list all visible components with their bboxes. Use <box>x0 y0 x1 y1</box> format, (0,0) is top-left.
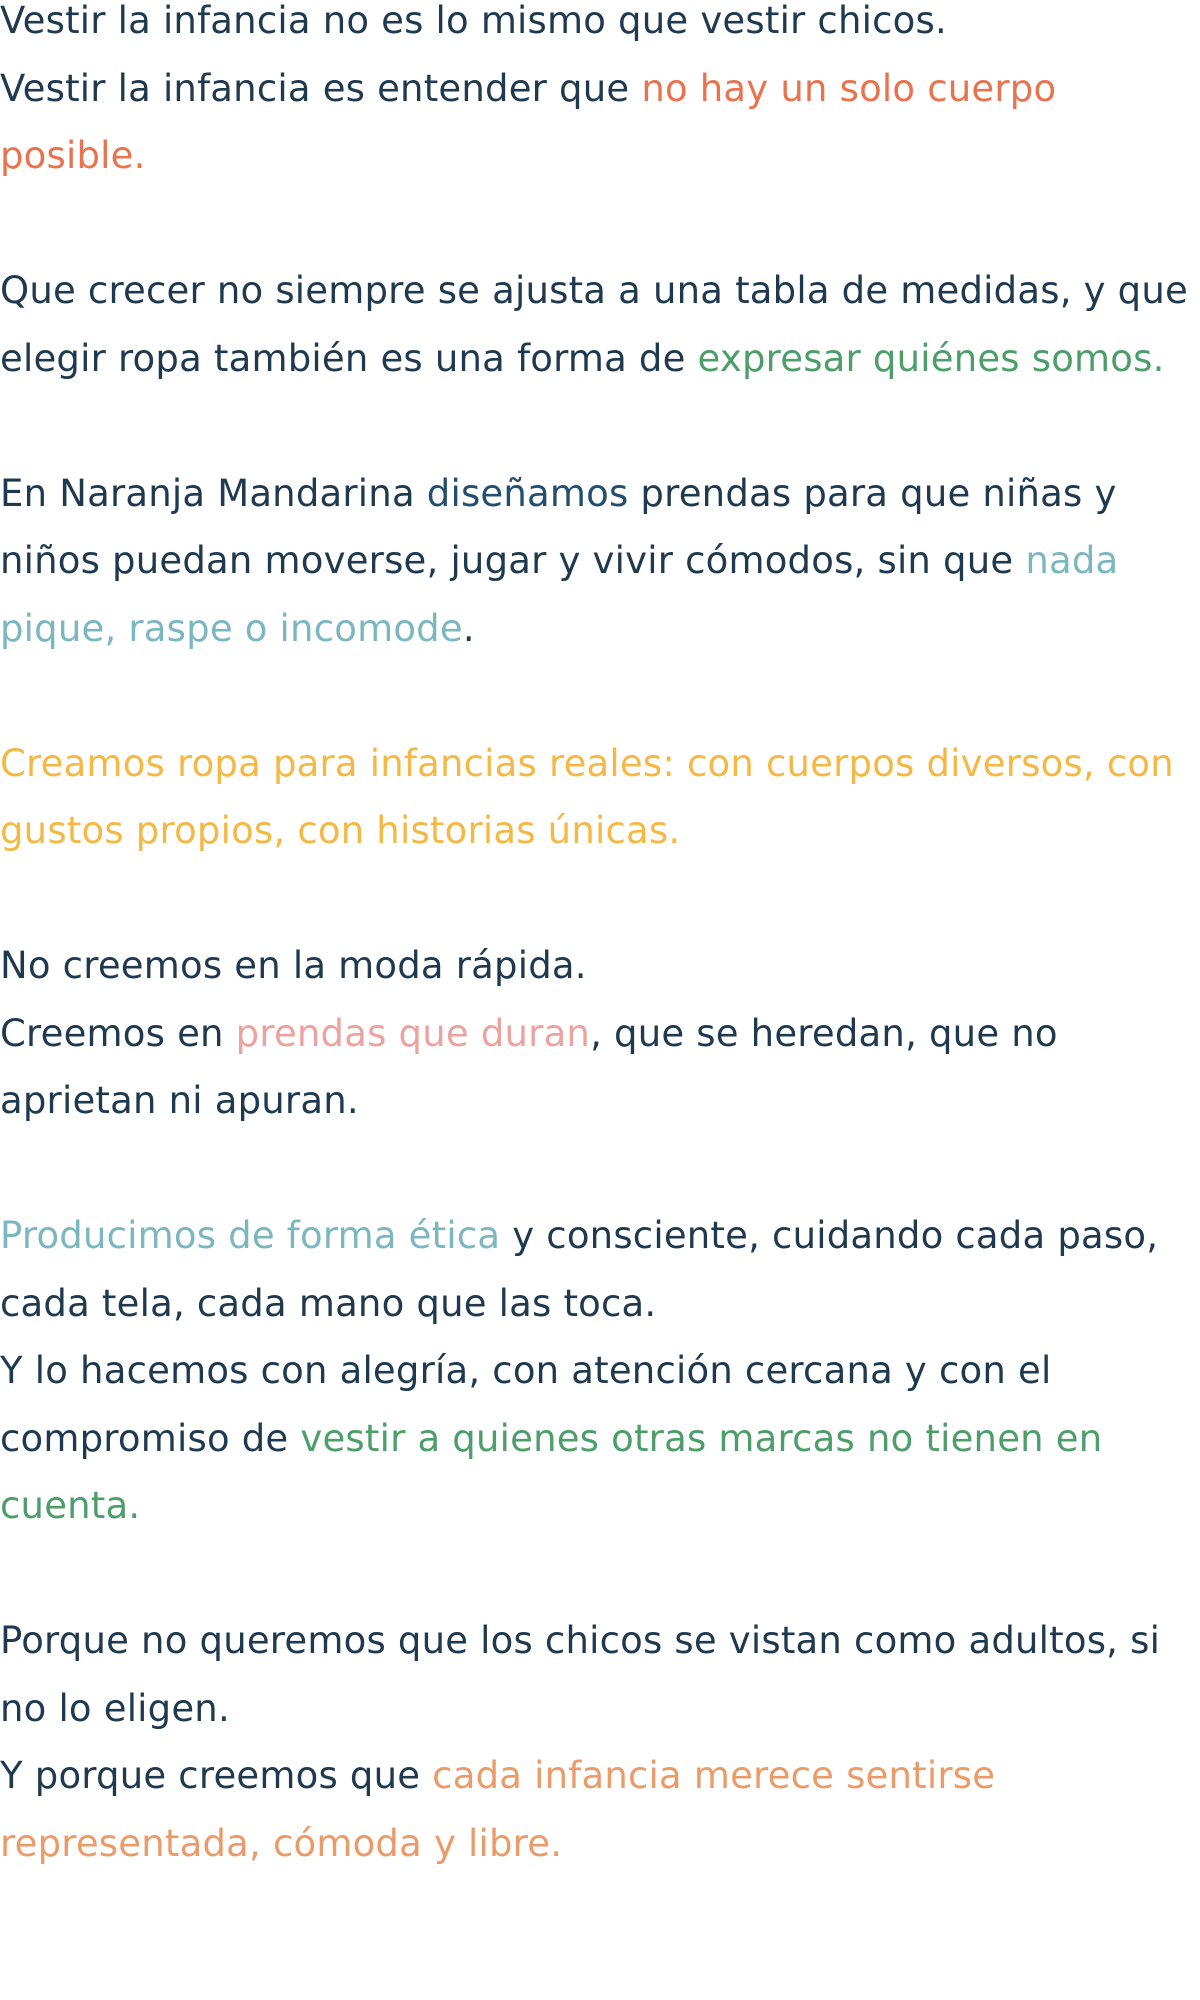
text-line <box>0 730 1195 798</box>
text-line <box>0 1337 1195 1405</box>
body-text: . <box>462 606 475 650</box>
text-line <box>0 1067 1195 1135</box>
body-text: no lo eligen. <box>0 1686 230 1730</box>
paragraph <box>0 257 1195 392</box>
text-line <box>0 797 1195 865</box>
highlight-text: cada infancia merece sentirse <box>432 1754 996 1797</box>
text-line <box>0 932 1195 1000</box>
highlight-text: vestir a quienes otras marcas no tienen en <box>300 1416 1103 1460</box>
text-line <box>0 325 1195 393</box>
text-line <box>0 595 1195 663</box>
text-line <box>0 1607 1195 1675</box>
body-text: cada tela, cada mano que las toca. <box>0 1281 657 1325</box>
paragraph <box>0 1202 1195 1540</box>
body-text: Que crecer no siempre se ajusta a una tabla de medidas, y que <box>0 269 1188 312</box>
body-text: y consciente, cuidando cada paso, <box>500 1214 1159 1257</box>
text-line <box>0 1270 1195 1338</box>
highlight-text: Creamos ropa para infancias reales: con cuerpos diversos, con <box>0 741 1174 785</box>
highlight-text: expresar quiénes somos. <box>697 336 1165 380</box>
body-text: elegir ropa también es una forma de <box>0 336 698 380</box>
text-line <box>0 1675 1195 1743</box>
highlight-text: gustos propios, con historias únicas. <box>0 809 681 852</box>
body-text: niños puedan moverse, jugar y vivir cómodos, sin que <box>0 539 1026 582</box>
highlight-text: prendas que duran <box>235 1011 591 1055</box>
body-text: prendas para que niñas y <box>628 471 1117 515</box>
paragraph <box>0 460 1195 663</box>
text-line <box>0 460 1195 528</box>
paragraph <box>0 0 1195 190</box>
paragraph <box>0 1607 1195 1877</box>
text-line <box>0 122 1195 190</box>
text-line <box>0 1405 1195 1473</box>
body-text: , que se heredan, que no <box>590 1011 1058 1055</box>
text-line <box>0 1472 1195 1540</box>
highlight-text: cuenta. <box>0 1484 141 1527</box>
body-text: aprietan ni apuran. <box>0 1079 359 1122</box>
text-line <box>0 257 1195 325</box>
highlight-text: Producimos de forma ética <box>0 1214 501 1257</box>
text-line <box>0 0 1195 55</box>
body-text: Y porque creemos que <box>0 1754 433 1797</box>
paragraph <box>0 730 1195 865</box>
highlight-text: posible. <box>0 134 146 177</box>
highlight-text: pique, raspe o incomode <box>0 606 463 650</box>
text-line <box>0 1202 1195 1270</box>
highlight-text: no hay un solo cuerpo <box>641 66 1057 110</box>
body-text: Creemos en <box>0 1011 236 1055</box>
body-text: En Naranja Mandarina <box>0 471 427 515</box>
highlight-text: diseñamos <box>426 471 629 515</box>
text-line <box>0 1000 1195 1068</box>
body-text: No creemos en la moda rápida. <box>0 944 587 987</box>
highlight-text: nada <box>1025 539 1119 582</box>
highlight-text: representada, cómoda y libre. <box>0 1821 563 1865</box>
text-line <box>0 1810 1195 1878</box>
text-line <box>0 1742 1195 1810</box>
body-text: Y lo hacemos con alegría, con atención cercana y con el <box>0 1349 1052 1392</box>
paragraph <box>0 932 1195 1135</box>
body-text: Vestir la infancia no es lo mismo que vestir chicos. <box>0 0 947 42</box>
body-text: compromiso de <box>0 1416 301 1460</box>
body-text: Vestir la infancia es entender que <box>0 66 642 110</box>
text-line <box>0 55 1195 123</box>
body-text: Porque no queremos que los chicos se vistan como adultos, si <box>0 1619 1161 1662</box>
text-line <box>0 527 1195 595</box>
